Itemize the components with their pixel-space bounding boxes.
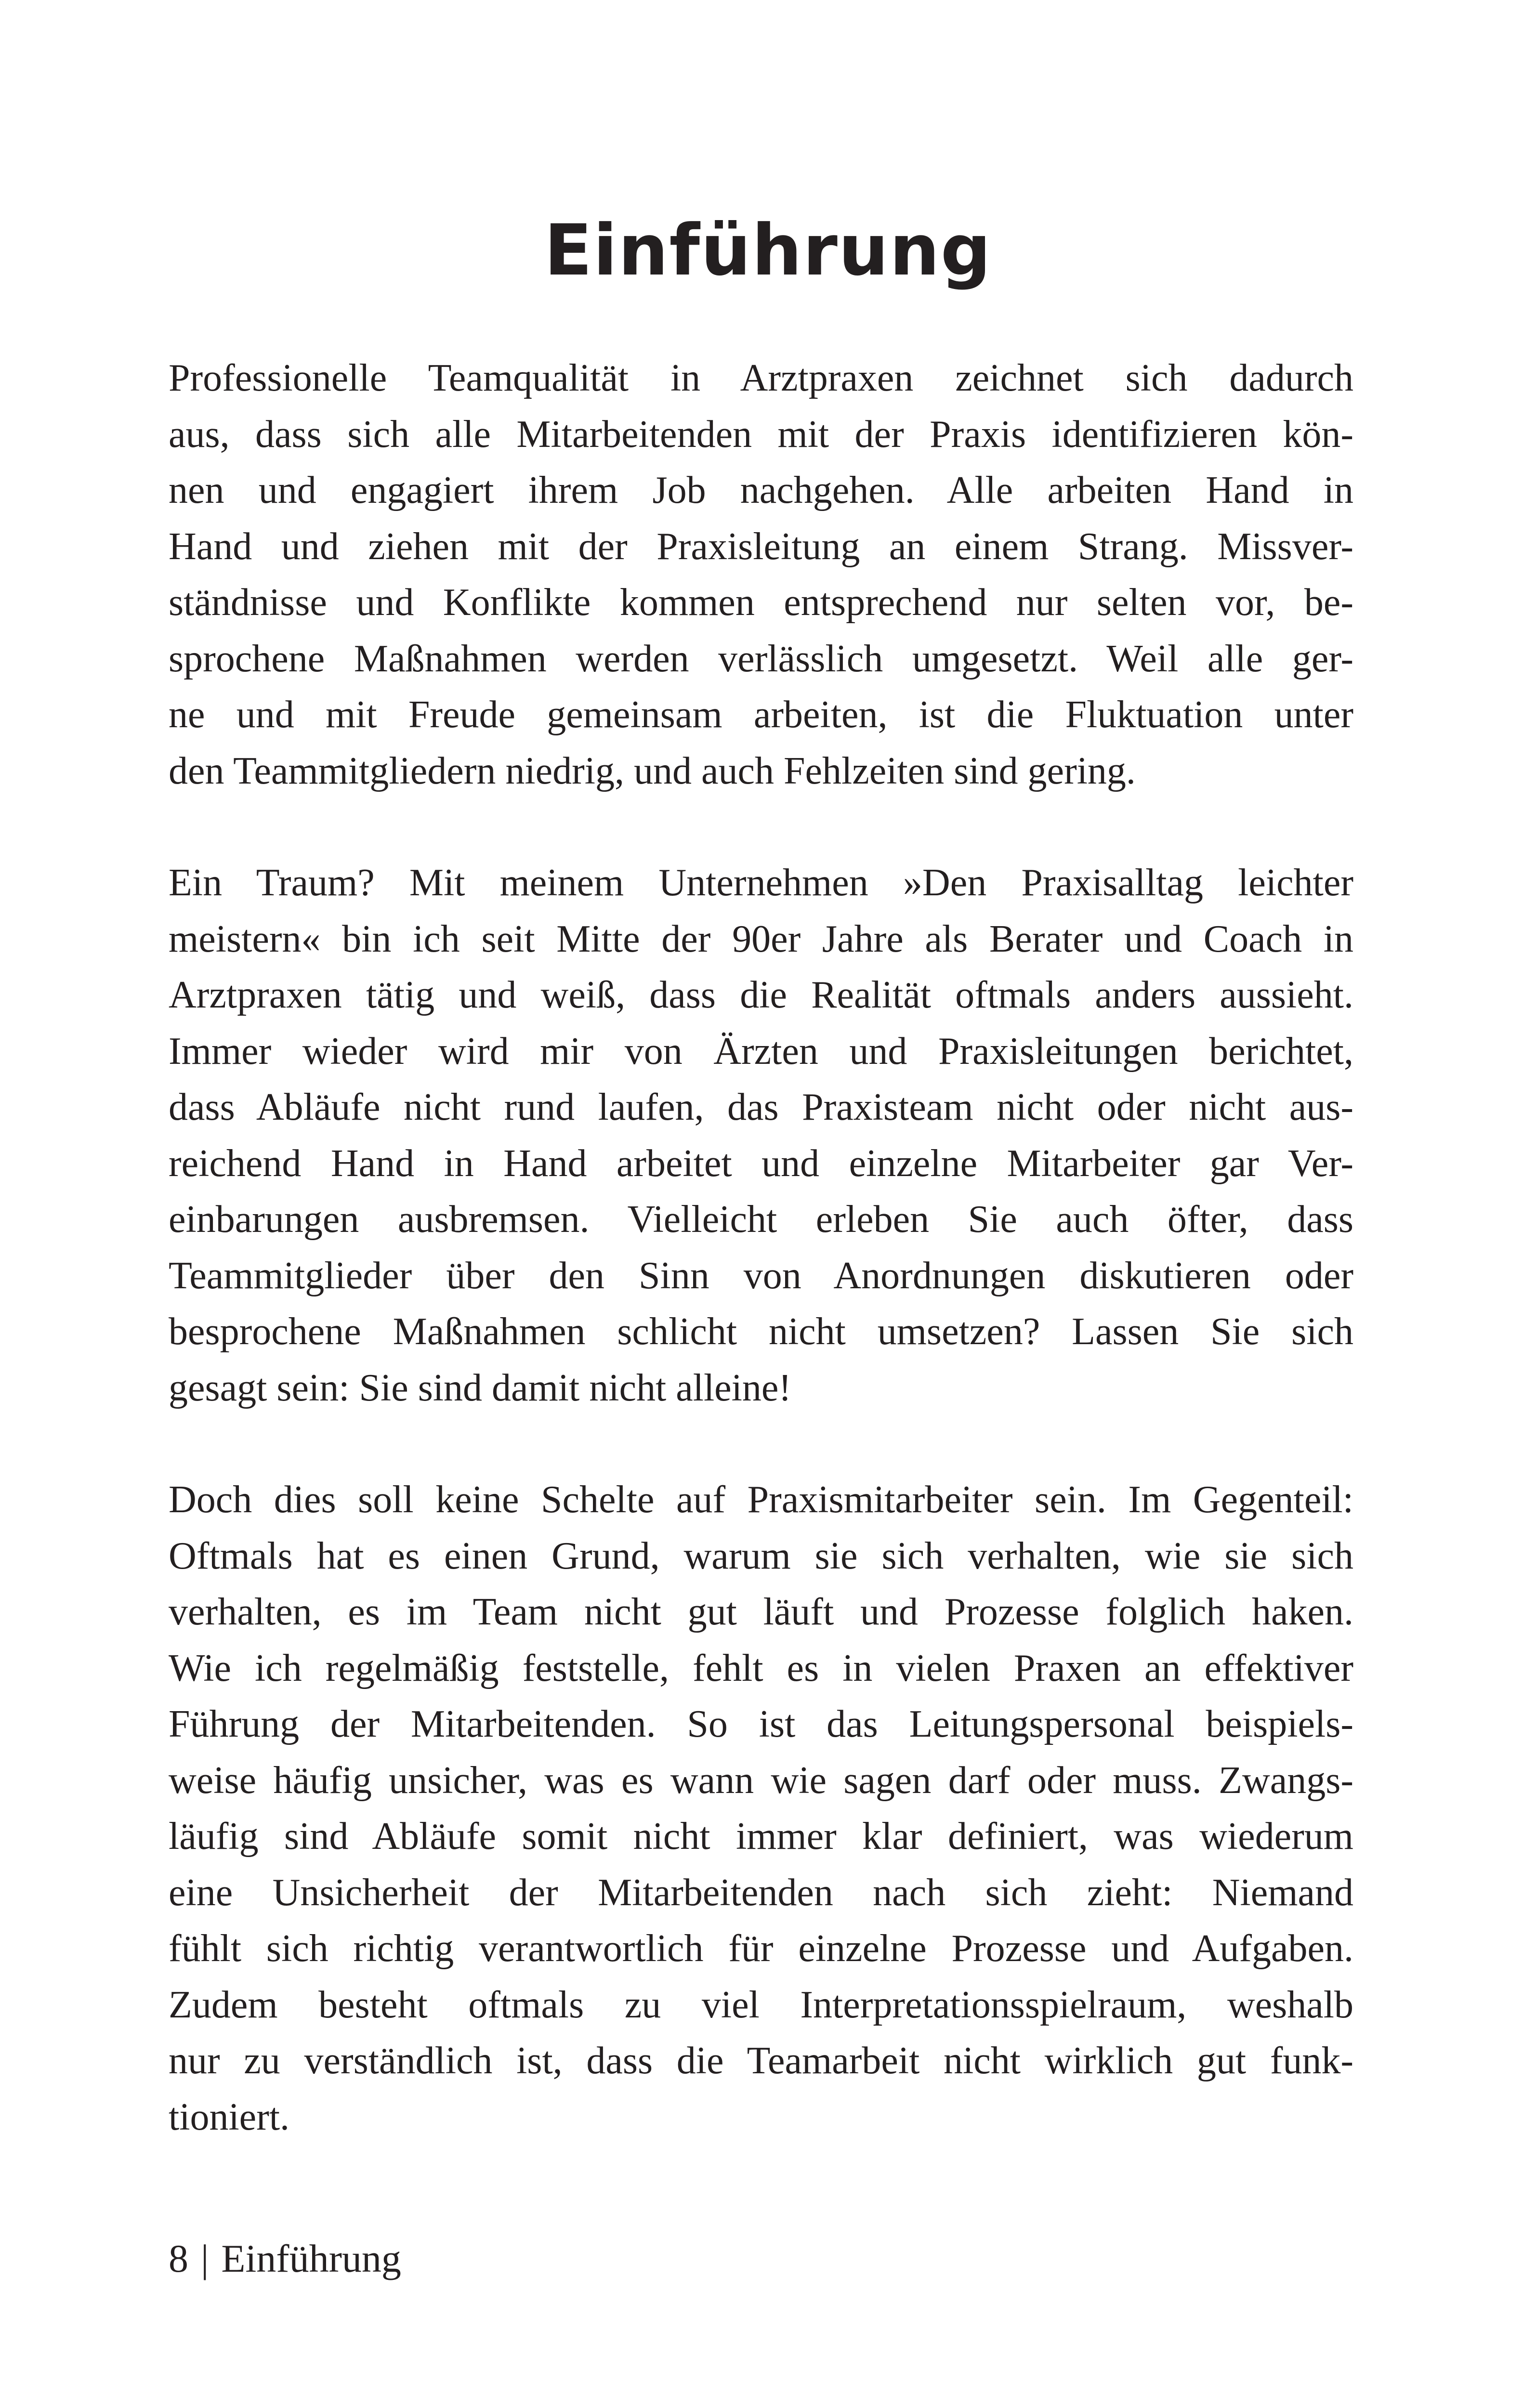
- text-line: Arztpraxen tätig und weiß, dass die Realität oftmals anders aussieht.: [169, 974, 1353, 1016]
- paragraph-1: [169, 350, 1353, 799]
- text-line: tioniert.: [169, 2095, 290, 2138]
- text-line: gesagt sein: Sie sind damit nicht alleine!: [169, 1366, 792, 1409]
- text-line: meistern« bin ich seit Mitte der 90er Jahre als Berater und Coach in: [169, 917, 1353, 960]
- text-line: aus, dass sich alle Mitarbeitenden mit der Praxis identifizieren kön-: [169, 413, 1353, 456]
- text-line: Oftmals hat es einen Grund, warum sie sich verhalten, wie sie sich: [169, 1534, 1353, 1577]
- text-line: nur zu verständlich ist, dass die Teamarbeit nicht wirklich gut funk-: [169, 2040, 1353, 2082]
- text-line: besprochene Maßnahmen schlicht nicht umsetzen? Lassen Sie sich: [169, 1310, 1353, 1353]
- text-line: einbarungen ausbremsen. Vielleicht erleben Sie auch öfter, dass: [169, 1198, 1353, 1241]
- text-line: Immer wieder wird mir von Ärzten und Praxisleitungen berichtet,: [169, 1030, 1353, 1073]
- text-line: Professionelle Teamqualität in Arztpraxen zeichnet sich dadurch: [169, 357, 1353, 399]
- text-line: fühlt sich richtig verantwortlich für einzelne Prozesse und Aufgaben.: [169, 1927, 1353, 1970]
- text-line: Führung der Mitarbeitenden. So ist das Leitungspersonal beispiels-: [169, 1703, 1353, 1745]
- text-line: Hand und ziehen mit der Praxisleitung an einem Strang. Missver-: [169, 525, 1353, 568]
- running-title: Einführung: [221, 2237, 401, 2280]
- text-line: verhalten, es im Team nicht gut läuft und Prozesse folglich haken.: [169, 1591, 1353, 1633]
- text-line: dass Abläufe nicht rund laufen, das Praxisteam nicht oder nicht aus-: [169, 1086, 1353, 1128]
- text-line: sprochene Maßnahmen werden verlässlich umgesetzt. Weil alle ger-: [169, 637, 1353, 680]
- body-text: [169, 350, 1353, 2201]
- page-footer: [169, 2235, 401, 2283]
- text-line: nen und engagiert ihrem Job nachgehen. Alle arbeiten Hand in: [169, 469, 1353, 511]
- text-line: läufig sind Abläufe somit nicht immer klar definiert, was wiederum: [169, 1815, 1353, 1858]
- footer-separator: |: [201, 2237, 209, 2280]
- page-number: 8: [169, 2237, 188, 2280]
- paragraph-3: [169, 1472, 1353, 2145]
- text-line: ne und mit Freude gemeinsam arbeiten, ist die Fluktuation unter: [169, 694, 1353, 736]
- text-line: Doch dies soll keine Schelte auf Praxismitarbeiter sein. Im Gegenteil:: [169, 1479, 1353, 1521]
- paragraph-2: [169, 855, 1353, 1416]
- text-line: eine Unsicherheit der Mitarbeitenden nach sich zieht: Niemand: [169, 1871, 1353, 1914]
- text-line: den Teammitgliedern niedrig, und auch Fehlzeiten sind gering.: [169, 749, 1136, 792]
- chapter-title: Einführung: [544, 209, 992, 291]
- text-line: Ein Traum? Mit meinem Unternehmen »Den Praxisalltag leichter: [169, 862, 1353, 904]
- text-line: weise häufig unsicher, was es wann wie sagen darf oder muss. Zwangs-: [169, 1759, 1353, 1802]
- text-line: Zudem besteht oftmals zu viel Interpretationsspielraum, weshalb: [169, 1983, 1353, 2026]
- text-line: Wie ich regelmäßig feststelle, fehlt es in vielen Praxen an effektiver: [169, 1647, 1353, 1689]
- text-line: Teammitglieder über den Sinn von Anordnungen diskutieren oder: [169, 1254, 1353, 1297]
- text-line: ständnisse und Konflikte kommen entsprechend nur selten vor, be-: [169, 581, 1353, 624]
- text-line: reichend Hand in Hand arbeitet und einzelne Mitarbeiter gar Ver-: [169, 1142, 1353, 1185]
